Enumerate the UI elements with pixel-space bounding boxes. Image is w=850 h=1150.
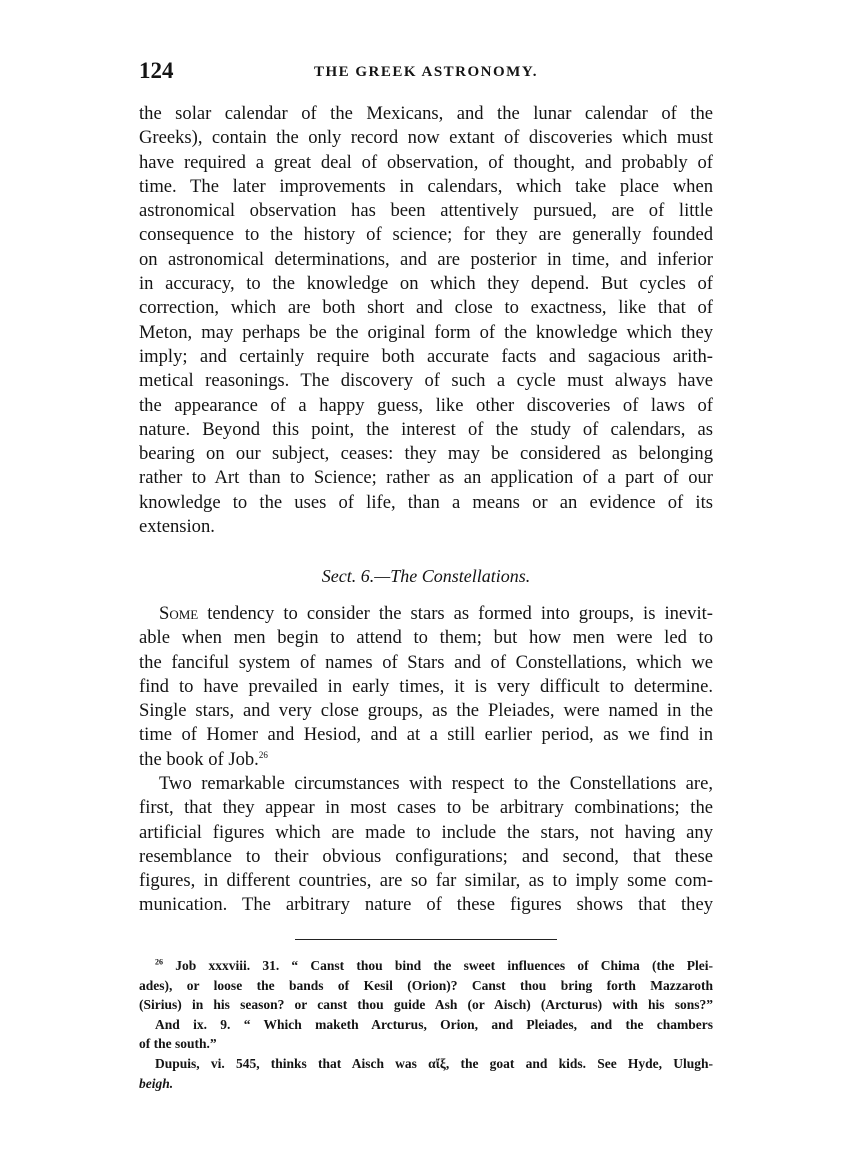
text-line-rest: tendency to consider the stars as formed into groups, is inevit-: [198, 603, 713, 624]
text-line: in accuracy, to the knowledge on which they depend. But cycles of: [139, 273, 713, 295]
text-line: bearing on our subject, ceases: they may be considered as belonging: [139, 443, 713, 465]
text-line: metical reasonings. The discovery of such a cycle must always have: [139, 370, 713, 392]
text-line: [139, 602, 713, 626]
text-line: the fanciful system of names of Stars and of Constellations, which we: [139, 651, 713, 673]
text-line: on astronomical determinations, and are posterior in time, and inferior: [139, 248, 713, 270]
text-line: Meton, may perhaps be the original form of the knowledge which they: [139, 321, 713, 343]
footnote-divider: [295, 939, 557, 940]
text-line: the appearance of a happy guess, like other discoveries of laws of: [139, 394, 713, 416]
text-line: figures, in different countries, are so far similar, as to imply some com-: [139, 870, 713, 892]
footnote-text: Job xxxviii. 31. “ Canst thou bind the sweet influences of Chima (the Plei-: [163, 958, 713, 973]
footnotes: [139, 956, 713, 1093]
paragraph-calendars: [139, 102, 713, 539]
text-line: Greeks), contain the only record now extant of discoveries which must: [139, 127, 713, 149]
text-line: the solar calendar of the Mexicans, and the lunar calendar of the: [139, 103, 713, 124]
footnote-mark: 26: [155, 957, 163, 967]
drop-word: Some: [159, 603, 199, 624]
text-line: nature. Beyond this point, the interest of the study of calendars, as: [139, 418, 713, 440]
text-line: able when men begin to attend to them; but how men were led to: [139, 627, 713, 649]
text-line: artificial figures which are made to include the stars, not having any: [139, 821, 713, 843]
text-line: imply; and certainly require both accurate facts and sagacious arith-: [139, 345, 713, 367]
footnote-line: Dupuis, vi. 545, thinks that Aisch was αἴξ, the goat and kids. See Hyde, Ulugh-: [155, 1055, 713, 1071]
text-line: resemblance to their obvious configurations; and second, that these: [139, 845, 713, 867]
footnote-line: (Sirius) in his season? or canst thou guide Ash (or Aisch) (Arcturus) with his sons?”: [139, 997, 713, 1013]
text-line: correction, which are both short and close to exactness, like that of: [139, 297, 713, 319]
paragraph-constellations-intro: [139, 602, 713, 772]
footnote-line: of the south.”: [139, 1036, 217, 1052]
text-line: knowledge to the uses of life, than a means or an evidence of its: [139, 491, 713, 513]
section-heading: Sect. 6.—The Constellations.: [321, 566, 531, 586]
text-line: time of Homer and Hesiod, and at a still earlier period, as we find in: [139, 724, 713, 746]
text-line: rather to Art than to Science; rather as an application of a part of our: [139, 467, 713, 489]
footnote-line: [139, 956, 713, 976]
text-line: astronomical observation has been attentively pursued, are of little: [139, 200, 713, 222]
text-line: consequence to the history of science; for they are generally founded: [139, 224, 713, 246]
text-line: munication. The arbitrary nature of these figures shows that they: [139, 894, 713, 916]
footnote-line: beigh.: [139, 1075, 174, 1091]
text-line: time. The later improvements in calendars, which take place when: [139, 175, 713, 197]
page-number: 124: [139, 58, 174, 83]
text-line: first, that they appear in most cases to be arbitrary combinations; the: [139, 797, 713, 819]
text-line-content: the book of Job.: [139, 748, 259, 770]
text-line: have required a great deal of observation, of thought, and probably of: [139, 151, 713, 173]
text-line: find to have prevailed in early times, it is very difficult to determine.: [139, 675, 713, 697]
paragraph-circumstances: [139, 772, 713, 918]
text-line: [139, 748, 713, 772]
text-line: Single stars, and very close groups, as the Pleiades, were named in the: [139, 700, 713, 722]
text-line: Two remarkable circumstances with respect to the Constellations are,: [159, 773, 713, 794]
footnote-line: ades), or loose the bands of Kesil (Orion)? Canst thou bring forth Mazzaroth: [139, 977, 713, 993]
footnote-reference[interactable]: 26: [258, 749, 268, 760]
page-header: [139, 58, 713, 88]
text-line: extension.: [139, 516, 215, 538]
running-head: THE GREEK ASTRONOMY.: [313, 64, 539, 80]
footnote-line: And ix. 9. “ Which maketh Arcturus, Orion, and Pleiades, and the chambers: [155, 1016, 713, 1032]
